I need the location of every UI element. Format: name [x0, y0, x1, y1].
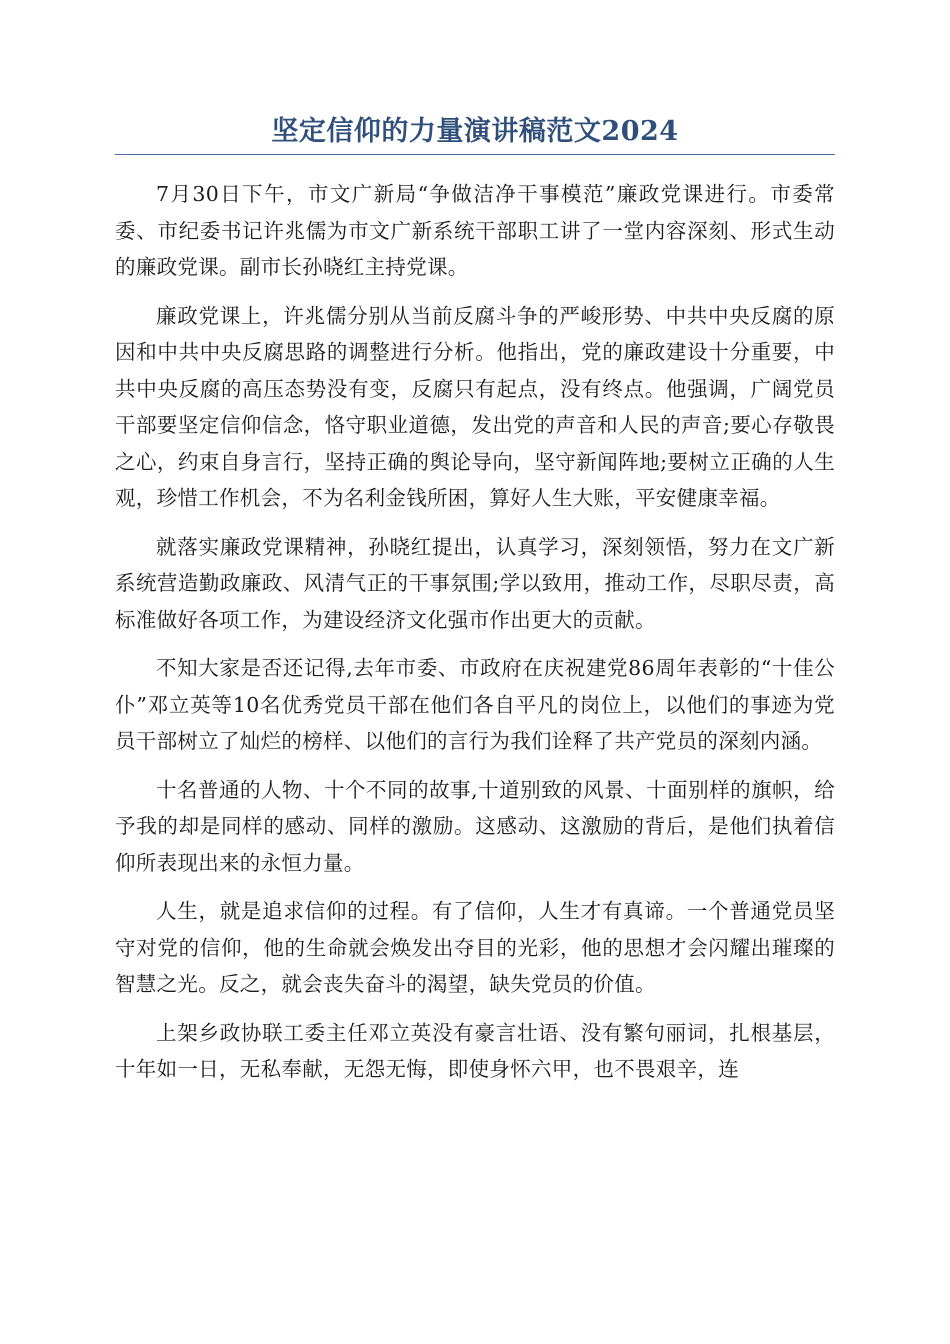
paragraph-3: 就落实廉政党课精神，孙晓红提出，认真学习，深刻领悟，努力在文广新系统营造勤政廉政、风清气正的干事氛围;学以致用，推动工作，尽职尽责，高标准做好各项工作，为建设经济文化强市作出更大的贡献。 — [115, 534, 835, 632]
paragraph-1: 7月30日下午，市文广新局“争做洁净干事模范”廉政党课进行。市委常委、市纪委书记许兆儒为市文广新系统干部职工讲了一堂内容深刻、形式生动的廉政党课。副市长孙晓红主持党课。 — [115, 182, 835, 279]
paragraph-7: 上架乡政协联工委主任邓立英没有豪言壮语、没有繁句丽词，扎根基层，十年如一日，无私奉献，无怨无悔，即使身怀六甲，也不畏艰辛，连 — [115, 1020, 835, 1081]
paragraph-2: 廉政党课上，许兆儒分别从当前反腐斗争的严峻形势、中共中央反腐的原因和中共中央反腐思路的调整进行分析。他指出，党的廉政建设十分重要，中共中央反腐的高压态势没有变，反腐只有起点，没有终点。他强调，广阔党员干部要坚定信仰信念，恪守职业道德，发出党的声音和人民的声音;要心存敬畏之心，约束自身言行，坚持正确的舆论导向，坚守新闻阵地;要树立正确的人生观，珍惜工作机会，不为名利金钱所困，算好人生大账，平安健康幸福。 — [115, 303, 835, 510]
paragraph-5: 十名普通的人物、十个不同的故事,十道别致的风景、十面别样的旗帜，给予我的却是同样的感动、同样的激励。这感动、这激励的背后，是他们执着信仰所表现出来的永恒力量。 — [115, 777, 835, 875]
document-title: 坚定信仰的力量演讲稿范文2024 — [271, 116, 679, 147]
document-body — [115, 176, 835, 1100]
title-underline — [115, 154, 835, 155]
paragraph-6: 人生，就是追求信仰的过程。有了信仰，人生才有真谛。一个普通党员坚守对党的信仰，他的生命就会焕发出夺目的光彩，他的思想才会闪耀出璀璨的智慧之光。反之，就会丧失奋斗的渴望，缺失党员的价值。 — [115, 899, 835, 996]
paragraph-4: 不知大家是否还记得,去年市委、市政府在庆祝建党86周年表彰的“十佳公仆”邓立英等10名优秀党员干部在他们各自平凡的岗位上，以他们的事迹为党员干部树立了灿烂的榜样、以他们的言行为我们诠释了共产党员的深刻内涵。 — [115, 656, 835, 753]
